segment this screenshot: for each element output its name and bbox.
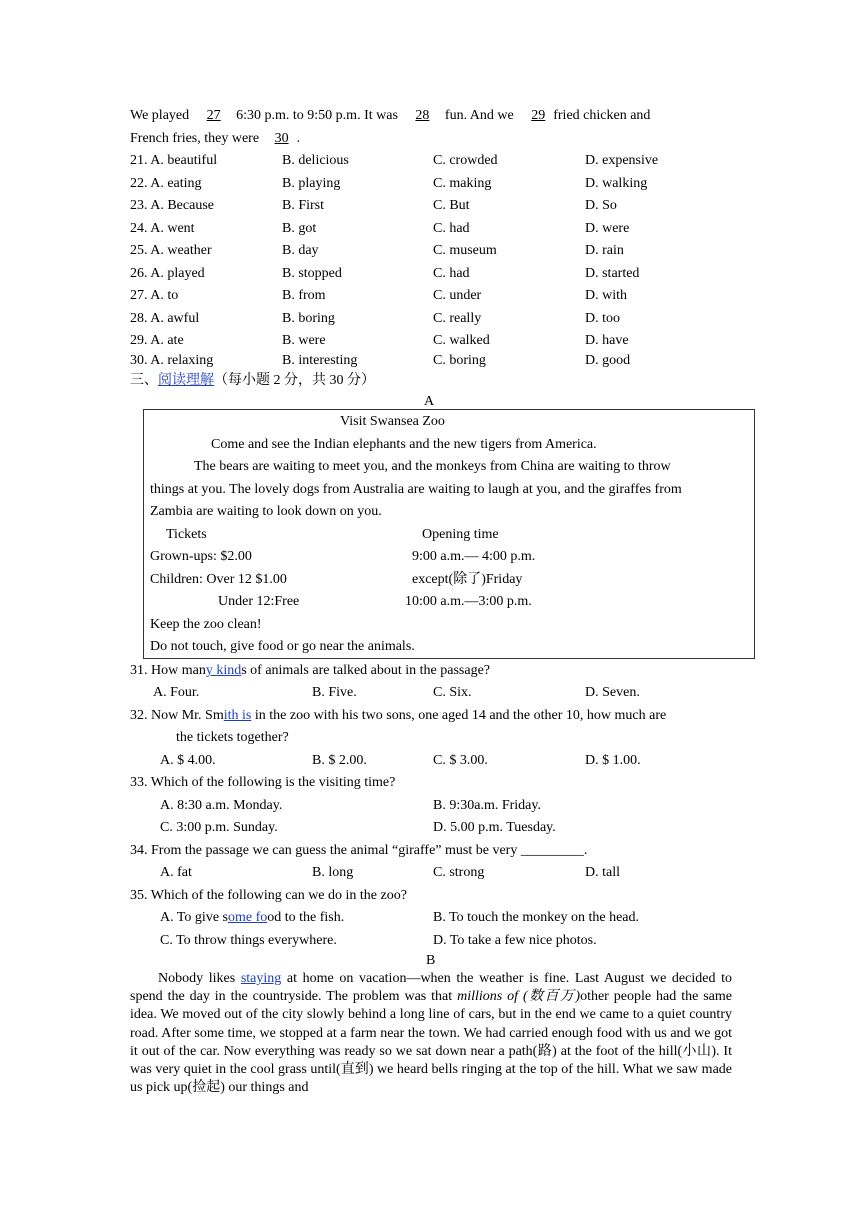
passage-b-text: Nobody likes staying at home on vacation—when the weather is fine. Last August we decided to spend the day in the countryside. The problem was that millions of (数百万)other people had the same idea. We moved out of the city slowly behind a long line of cars, but in the end we came to a quiet country road. After some time, we stopped at a farm near the town. We had carried enough food with us and we got it out of the car. Now everything was ready so we sat down near a path(路) at the foot of the hill(小山). It was very quiet in the cool grass until(直到) we heard bells ringing at the top of the hill. What we saw made us pick up(捡起) our things and [130,971,732,1096]
q31-options: A. Four. B. Five. C. Six. D. Seven. [153,685,640,700]
intro-text: . [296,131,301,146]
ticket-under12: Under 12:Free [218,594,300,609]
notice-line: things at you. The lovely dogs from Australia are waiting to laugh at you, and the giraffes from [150,482,682,497]
q34-options: A. fat B. long C. strong D. tall [160,865,620,880]
opening-time-1: 9:00 a.m.— 4:00 p.m. [412,549,536,564]
option-row-30: 30. A. relaxing B. interesting C. boring D. good [130,353,631,368]
blank-29: 29 [531,108,546,123]
option-row-28: 28. A. awful B. boring C. really D. too [130,311,620,326]
option-row-24: 24. A. went B. got C. had D. were [130,221,630,236]
blank-30: 30 [274,131,289,146]
section-heading [130,372,375,390]
text-link[interactable]: ome fo [227,910,268,925]
question-32-cont: the tickets together? [176,730,289,745]
option-row-27: 27. A. to B. from C. under D. with [130,288,627,303]
question-32: 32. Now Mr. Smith is in the zoo with his two sons, one aged 14 and the other 10, how much are [130,708,667,723]
notice-line: The bears are waiting to meet you, and the monkeys from China are waiting to throw [194,459,671,474]
notice-rule: Keep the zoo clean! [150,617,262,632]
ticket-children: Children: Over 12 $1.00 [150,572,287,587]
opening-time-2: 10:00 a.m.—3:00 p.m. [405,594,532,609]
text-link[interactable]: staying [240,971,282,986]
intro-text: fried chicken and [553,108,651,123]
q35-option-c: C. To throw things everywhere. [160,933,337,948]
question-33: 33. Which of the following is the visiting time? [130,775,396,790]
zoo-title: Visit Swansea Zoo [340,414,445,429]
opening-heading: Opening time [422,527,499,542]
intro-text: 6:30 p.m. to 9:50 p.m. It was [236,108,398,123]
tickets-heading: Tickets [166,527,207,542]
option-row-29: 29. A. ate B. were C. walked D. have [130,333,629,348]
intro-text: French fries, they were [130,131,260,146]
section-number: 三、 [130,373,158,388]
passage-b-label: B [426,953,436,968]
ticket-grownups: Grown-ups: $2.00 [150,549,252,564]
notice-line: Come and see the Indian elephants and the new tigers from America. [211,437,597,452]
opening-except: except(除了)Friday [412,572,523,587]
text-link[interactable]: y kind [205,663,242,678]
q35-option-d: D. To take a few nice photos. [433,933,597,948]
notice-line: Zambia are waiting to look down on you. [150,504,382,519]
notice-rule: Do not touch, give food or go near the animals. [150,639,415,654]
section-note: （每小题 2 分，共 30 分） [214,373,375,388]
intro-line-1 [130,107,650,125]
q32-options: A. $ 4.00. B. $ 2.00. C. $ 3.00. D. $ 1.00. [160,753,641,768]
intro-line-2 [130,130,300,148]
option-row-26: 26. A. played B. stopped C. had D. started [130,266,640,281]
intro-text: fun. And we [444,108,514,123]
option-row-25: 25. A. weather B. day C. museum D. rain [130,243,624,258]
intro-text: We played [130,108,190,123]
q33-options-1: A. 8:30 a.m. Monday. B. 9:30a.m. Friday. [160,798,541,813]
question-31: 31. How many kinds of animals are talked about in the passage? [130,663,491,678]
q35-option-b: B. To touch the monkey on the head. [433,910,640,925]
q35-option-a: A. To give some food to the fish. [160,910,345,925]
passage-a-label: A [424,394,435,409]
question-34: 34. From the passage we can guess the animal “giraffe” must be very _________. [130,843,588,858]
italic-phrase: millions of (数百万) [457,989,581,1005]
option-row-22: 22. A. eating B. playing C. making D. walking [130,176,648,191]
option-row-23: 23. A. Because B. First C. But D. So [130,198,617,213]
blank-28: 28 [415,108,430,123]
q33-options-2: C. 3:00 p.m. Sunday. D. 5.00 p.m. Tuesday. [160,820,556,835]
option-row-21: 21. A. beautiful B. delicious C. crowded D. expensive [130,153,659,168]
blank-27: 27 [206,108,221,123]
text-link[interactable]: ith is [223,708,252,723]
section-link[interactable]: 阅读理解 [158,373,214,388]
question-35: 35. Which of the following can we do in the zoo? [130,888,407,903]
